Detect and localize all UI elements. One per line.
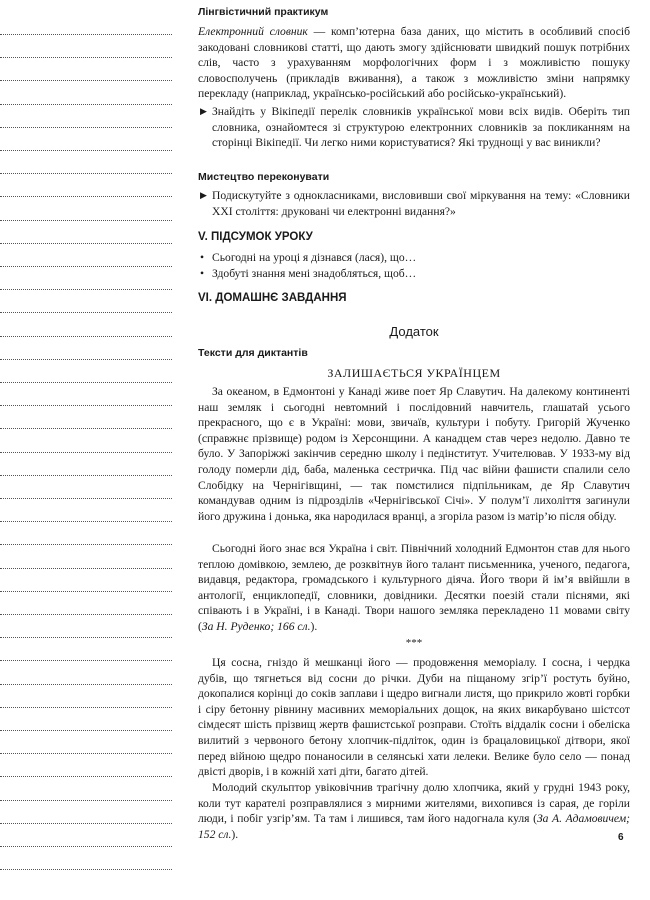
note-line <box>0 289 172 290</box>
summary-item: • Здобуті знання мені знадобляться, щоб… <box>200 267 417 280</box>
note-line <box>0 196 172 197</box>
note-line <box>0 405 172 406</box>
separator: *** <box>405 637 423 649</box>
note-line <box>0 707 172 708</box>
practicum-heading: Лінгвістичний практикум <box>198 6 329 18</box>
note-line <box>0 684 172 685</box>
appendix-title: Додаток <box>389 324 439 339</box>
note-line <box>0 220 172 221</box>
dictation1-paragraph-2: Сьогодні його знає вся Україна і світ. Північний холодний Едмонтон став для нього теплою домівкою, землею, де розквітнув його талант письменника, ученого, педагога, видавця, редактора, громадського і культурного діяча. Його твори й ім’я ввійшли в антології, енциклопедії, словники, довідники. Десятки поезій стали піснями, які співають і в Україні, і в Канаді. Твори нашого земляка перекладено 11 мовами світу (За Н. Руденко; 166 сл.). <box>198 542 630 633</box>
note-line <box>0 660 172 661</box>
note-line <box>0 336 172 337</box>
page-number: 6 <box>618 832 624 843</box>
dictation2-paragraph-2: Молодий скульптор увіковічнив трагічну долю хлопчика, який у грудні 1943 року, коли тут карателі розправлялися з мирними жителями, вихопився із сарая, де горіли люди, і побіг узгір’ям. Та там і лишився, там його надогнала куля (За А. Адамовичем; 152 сл.). <box>198 781 630 841</box>
note-line <box>0 800 172 801</box>
note-line <box>0 243 172 244</box>
notes-margin <box>0 0 178 900</box>
note-line <box>0 591 172 592</box>
note-line <box>0 382 172 383</box>
note-line <box>0 753 172 754</box>
note-line <box>0 127 172 128</box>
note-line <box>0 869 172 870</box>
dictation-title: ЗАЛИШАЄТЬСЯ УКРАЇНЦЕМ <box>327 366 501 380</box>
note-line <box>0 823 172 824</box>
art-task-text: Подискутуйте з однокласниками, висловивши свої міркування на тему: «Словники XXI століття: друковані чи електронні видання?» <box>212 189 630 218</box>
appendix-subheading: Тексти для диктантів <box>198 347 308 359</box>
triangle-bullet-icon: ▶ <box>200 190 207 200</box>
note-line <box>0 730 172 731</box>
practicum-task-text: Знайдіть у Вікіпедії перелік словників української мови всіх видів. Оберіть тип словника, ознайомтеся зі структурою електронних словників за покликанням на сторінці Вікіпедії. Чи легко ними користуватися? Які труднощі у вас виникли? <box>212 105 630 150</box>
note-line <box>0 312 172 313</box>
term: Електронний словник <box>198 25 308 38</box>
practicum-task <box>198 104 630 151</box>
bullet-dot-icon: • <box>200 267 205 280</box>
art-heading: Мистецтво переконувати <box>198 171 330 183</box>
definition-text: — комп’ютерна база даних, що містить в особливий спосіб закодовані словникові статті, що дають змогу здійснювати швидкий пошук потрібних слів, часто з урахуванням морфологічних форм і з можливістю пошуку словосполучень (прикладів вживання), а також з можливістю зміни напрямку перекладу (наприклад, українсько-російський або російсько-український). <box>198 25 631 101</box>
dictation1-paragraph-1: За океаном, в Едмонтоні у Канаді живе поет Яр Славутич. На далекому континенті наш земляк і сьогодні невтомний і послідовний навчитель, глашатай усього прекрасного, що є в Україні: мови, звичаїв, культури і побуту. Григорій Жученко (справжнє прізвище) родом із Херсонщини. А канадцем став через недолю. Давно те було. У Запоріжжі закінчив середню школу і педінститут. Учителював. У 1933-му від голоду померли дід, баба, маленька сестричка. Під час війни фашисти спалили село Слобідку на Чернігівщині, — так помстилися підпільникам, де Яр Славутич командував одним із підрозділів «Чернігівської Січі». У полум’ї лихоліття загинули його дружина і донька, яка народилася вранці, а згоріла разом із матір’ю після обіду. <box>198 385 630 523</box>
note-line <box>0 475 172 476</box>
source-citation: За А. Адамовичем; 152 сл. <box>198 812 630 841</box>
summary-heading: V. ПІДСУМОК УРОКУ <box>198 231 313 243</box>
note-line <box>0 150 172 151</box>
practicum-definition <box>198 24 630 102</box>
note-line <box>0 568 172 569</box>
note-line <box>0 57 172 58</box>
art-task <box>198 188 630 219</box>
note-line <box>0 846 172 847</box>
triangle-bullet-icon: ▶ <box>200 106 207 116</box>
note-line <box>0 776 172 777</box>
dictation2-paragraph-1: Ця сосна, гніздо й мешканці його — продовження меморіалу. І сосна, і чердка дубів, що тягнеться від сосни до річки. Дуби на піщаному згір’ї ростуть буйно, докопалися корінці до соків заплави і щедро вигнали листя, що прикрило жовті горбки і сіру бетонну рівнину масивних меморіальних дощок, на яких викарбувано шістсот сімдесят шість прізвищ жертв фашистської розправи. Стоїть віддалік сосни і обеліска вилитий з червоного бетону хлопчик-підліток, один із брацаловицької дітвори, якої перед війною щедро понаносили в селянські хати лелеки. Велике було село — понад двісті дворів, і в кожній хаті діти, багато дітей. <box>198 656 630 779</box>
note-line <box>0 428 172 429</box>
note-line <box>0 544 172 545</box>
note-line <box>0 452 172 453</box>
bullet-dot-icon: • <box>200 251 205 264</box>
note-line <box>0 498 172 499</box>
note-line <box>0 173 172 174</box>
note-line <box>0 104 172 105</box>
summary-item: • Сьогодні на уроці я дізнався (лася), що… <box>200 251 417 264</box>
note-line <box>0 521 172 522</box>
source-citation: За Н. Руденко; 166 сл. <box>201 619 311 633</box>
note-line <box>0 637 172 638</box>
note-line <box>0 359 172 360</box>
note-line <box>0 34 172 35</box>
note-line <box>0 266 172 267</box>
homework-heading: VI. ДОМАШНЄ ЗАВДАННЯ <box>198 292 347 304</box>
note-line <box>0 614 172 615</box>
note-line <box>0 80 172 81</box>
